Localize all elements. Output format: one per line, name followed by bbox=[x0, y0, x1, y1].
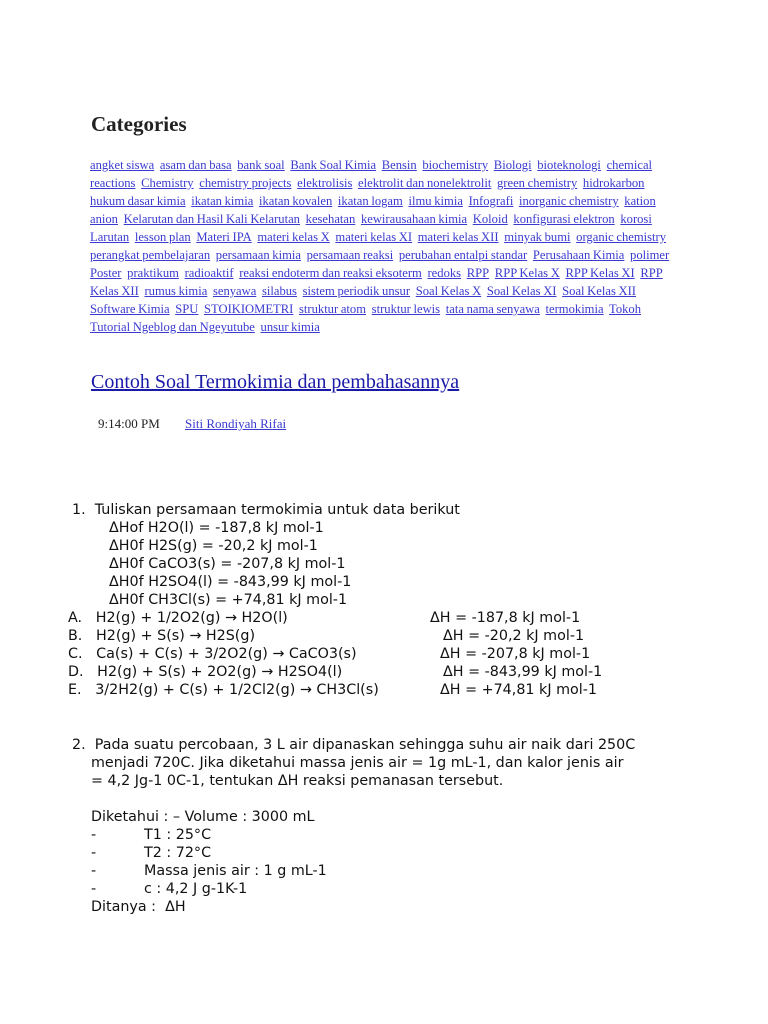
category-link[interactable]: biochemistry bbox=[422, 158, 489, 172]
category-link[interactable]: RPP Kelas XI bbox=[565, 266, 635, 280]
category-link[interactable]: Materi IPA bbox=[196, 230, 252, 244]
article-line: 1. Tuliskan persamaan termokimia untuk data berikut bbox=[72, 502, 460, 518]
article-line: ΔH = -187,8 kJ mol-1 bbox=[430, 610, 581, 626]
category-link[interactable]: Chemistry bbox=[141, 176, 194, 190]
category-link[interactable]: materi kelas XI bbox=[335, 230, 413, 244]
article-line: ΔH = -20,2 kJ mol-1 bbox=[443, 628, 585, 644]
category-link[interactable]: Tokoh bbox=[609, 302, 642, 316]
category-link[interactable]: materi kelas XII bbox=[417, 230, 499, 244]
article-line: Diketahui : – Volume : 3000 mL bbox=[91, 809, 315, 825]
category-link[interactable]: tata nama senyawa bbox=[445, 302, 540, 316]
category-link[interactable]: kewirausahaan kimia bbox=[360, 212, 468, 226]
post-time: 9:14:00 PM bbox=[98, 416, 160, 431]
category-link[interactable]: Poster bbox=[90, 266, 122, 280]
article-line: 2. Pada suatu percobaan, 3 L air dipanaskan sehingga suhu air naik dari 250C bbox=[72, 737, 636, 753]
category-link[interactable]: persamaan reaksi bbox=[306, 248, 394, 262]
category-link[interactable]: bioteknologi bbox=[537, 158, 601, 172]
category-link[interactable]: elektrolisis bbox=[297, 176, 353, 190]
article-line: D. H2(g) + S(s) + 2O2(g) → H2SO4(l) bbox=[68, 664, 343, 680]
article-line: ΔH = -843,99 kJ mol-1 bbox=[443, 664, 603, 680]
category-link[interactable]: lesson plan bbox=[134, 230, 191, 244]
category-link[interactable]: perubahan entalpi standar bbox=[398, 248, 528, 262]
category-link[interactable]: korosi bbox=[620, 212, 652, 226]
article-line: - bbox=[91, 881, 97, 897]
category-link[interactable]: inorganic chemistry bbox=[518, 194, 619, 208]
article-line: ΔHof H2O(l) = -187,8 kJ mol-1 bbox=[109, 520, 324, 536]
category-link[interactable]: Koloid bbox=[472, 212, 508, 226]
article-line: ΔH0f CH3Cl(s) = +74,81 kJ mol-1 bbox=[109, 592, 348, 608]
category-link[interactable]: unsur kimia bbox=[260, 320, 320, 334]
category-link[interactable]: elektrolit dan nonelektrolit bbox=[358, 176, 492, 190]
category-link[interactable]: hidrokarbon bbox=[582, 176, 645, 190]
category-link[interactable]: RPP bbox=[466, 266, 490, 280]
article-line: ΔH = +74,81 kJ mol-1 bbox=[440, 682, 597, 698]
article-line: - bbox=[91, 827, 97, 843]
category-link[interactable]: organic chemistry bbox=[576, 230, 667, 244]
category-link[interactable]: chemistry projects bbox=[199, 176, 292, 190]
category-link[interactable]: Larutan bbox=[90, 230, 130, 244]
category-link[interactable]: silabus bbox=[261, 284, 297, 298]
category-link[interactable]: green chemistry bbox=[496, 176, 578, 190]
category-link[interactable]: Tutorial Ngeblog dan Ngeyutube bbox=[90, 320, 255, 334]
article-line: - bbox=[91, 863, 97, 879]
category-link[interactable]: STOIKIOMETRI bbox=[204, 302, 294, 316]
category-link[interactable]: SPU bbox=[175, 302, 199, 316]
article-line: A. H2(g) + 1/2O2(g) → H2O(l) bbox=[68, 610, 288, 626]
category-link[interactable]: ilmu kimia bbox=[408, 194, 463, 208]
article-line: ΔH0f CaCO3(s) = -207,8 kJ mol-1 bbox=[109, 556, 346, 572]
category-link[interactable]: Biologi bbox=[493, 158, 532, 172]
category-link[interactable]: Soal Kelas XII bbox=[562, 284, 636, 298]
categories-cloud bbox=[90, 156, 684, 336]
category-link[interactable]: kation anion bbox=[90, 194, 656, 226]
category-link[interactable]: kesehatan bbox=[305, 212, 356, 226]
article-line: Massa jenis air : 1 g mL-1 bbox=[144, 863, 327, 879]
categories-heading: Categories bbox=[91, 112, 187, 136]
category-link[interactable]: asam dan basa bbox=[159, 158, 232, 172]
category-link[interactable]: Infografi bbox=[468, 194, 514, 208]
category-link[interactable]: angket siswa bbox=[90, 158, 155, 172]
post-author-link[interactable]: Siti Rondiyah Rifai bbox=[185, 416, 287, 431]
article-line: c : 4,2 J g-1K-1 bbox=[144, 881, 248, 897]
category-link[interactable]: rumus kimia bbox=[144, 284, 208, 298]
category-link[interactable]: sistem periodik unsur bbox=[302, 284, 411, 298]
category-link[interactable]: Kelarutan dan Hasil Kali Kelarutan bbox=[123, 212, 300, 226]
article-line: C. Ca(s) + C(s) + 3/2O2(g) → CaCO3(s) bbox=[68, 646, 357, 662]
article-line: ΔH0f H2SO4(l) = -843,99 kJ mol-1 bbox=[109, 574, 352, 590]
category-link[interactable]: RPP Kelas X bbox=[494, 266, 560, 280]
category-link[interactable]: Bank Soal Kimia bbox=[290, 158, 377, 172]
article-line: menjadi 720C. Jika diketahui massa jenis air = 1g mL-1, dan kalor jenis air bbox=[91, 755, 624, 771]
article-line: T1 : 25°C bbox=[144, 827, 212, 843]
post-title-link[interactable]: Contoh Soal Termokimia dan pembahasannya bbox=[91, 371, 460, 393]
category-link[interactable]: materi kelas X bbox=[257, 230, 330, 244]
category-link[interactable]: Soal Kelas XI bbox=[486, 284, 557, 298]
category-link[interactable]: struktur atom bbox=[299, 302, 367, 316]
category-link[interactable]: Bensin bbox=[381, 158, 417, 172]
category-link[interactable]: hukum dasar kimia bbox=[90, 194, 186, 208]
category-link[interactable]: persamaan kimia bbox=[215, 248, 301, 262]
category-link[interactable]: reaksi endoterm dan reaksi eksoterm bbox=[239, 266, 422, 280]
article-line: - bbox=[91, 845, 97, 861]
category-link[interactable]: ikatan kimia bbox=[191, 194, 254, 208]
category-link[interactable]: redoks bbox=[427, 266, 462, 280]
category-link[interactable]: chemical reactions bbox=[90, 158, 653, 190]
article-line: ΔH = -207,8 kJ mol-1 bbox=[440, 646, 591, 662]
category-link[interactable]: senyawa bbox=[212, 284, 257, 298]
article-line: T2 : 72°C bbox=[144, 845, 212, 861]
article-line: E. 3/2H2(g) + C(s) + 1/2Cl2(g) → CH3Cl(s) bbox=[68, 682, 379, 698]
category-link[interactable]: perangkat pembelajaran bbox=[90, 248, 211, 262]
category-link[interactable]: Soal Kelas X bbox=[415, 284, 482, 298]
category-link[interactable]: Software Kimia bbox=[90, 302, 170, 316]
category-link[interactable]: konfigurasi elektron bbox=[513, 212, 615, 226]
category-link[interactable]: struktur lewis bbox=[371, 302, 441, 316]
article-line: ΔH0f H2S(g) = -20,2 kJ mol-1 bbox=[109, 538, 318, 554]
article-line: = 4,2 Jg-1 0C-1, tentukan ΔH reaksi pemanasan tersebut. bbox=[91, 773, 504, 789]
category-link[interactable]: RPP Kelas XII bbox=[90, 266, 663, 298]
category-link[interactable]: radioaktif bbox=[184, 266, 234, 280]
category-link[interactable]: ikatan logam bbox=[337, 194, 403, 208]
category-link[interactable]: minyak bumi bbox=[504, 230, 571, 244]
article-line: Ditanya : ΔH bbox=[91, 899, 186, 915]
category-link[interactable]: termokimia bbox=[545, 302, 604, 316]
category-link[interactable]: bank soal bbox=[237, 158, 285, 172]
category-link[interactable]: polimer bbox=[630, 248, 670, 262]
article-line: B. H2(g) + S(s) → H2S(g) bbox=[68, 628, 256, 644]
category-link[interactable]: Perusahaan Kimia bbox=[532, 248, 625, 262]
category-link[interactable]: praktikum bbox=[127, 266, 179, 280]
category-link[interactable]: ikatan kovalen bbox=[258, 194, 333, 208]
